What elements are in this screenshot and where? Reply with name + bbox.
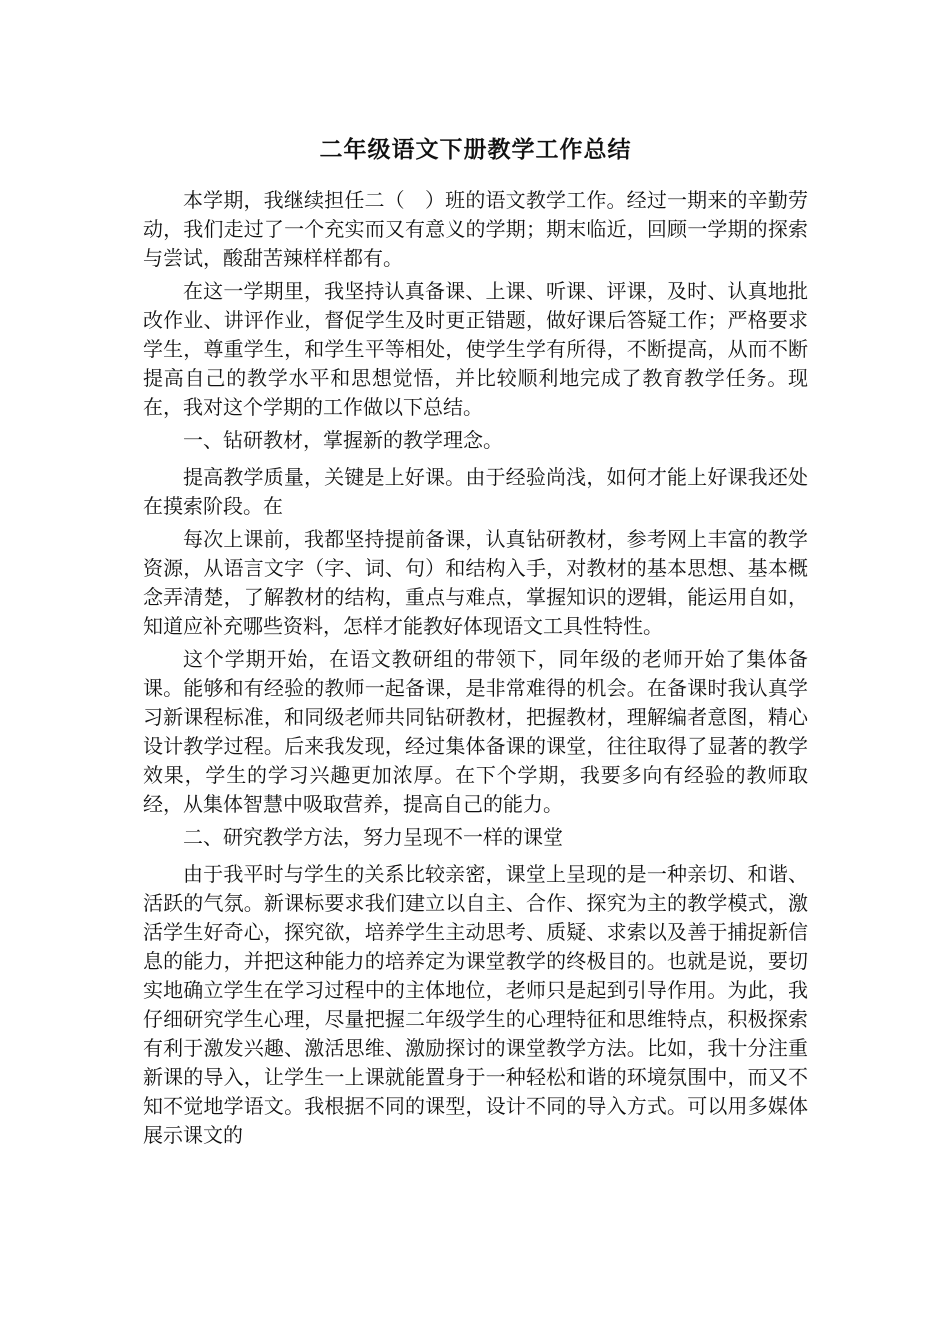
document-page (143, 128, 808, 1154)
paragraph-overview: 在这一学期里，我坚持认真备课、上课、听课、评课，及时、认真地批改作业、讲评作业，督促学生及时更正错题，做好课后答疑工作；严格要求学生，尊重学生，和学生平等相处，使学生学有所得，不断提高，从而不断提高自己的教学水平和思想觉悟，并比较顺利地完成了教育教学任务。现在，我对这个学期的工作做以下总结。 (143, 279, 808, 419)
paragraph-group-prep: 这个学期开始，在语文教研组的带领下，同年级的老师开始了集体备课。能够和有经验的教师一起备课，是非常难得的机会。在备课时我认真学习新课程标准，和同级老师共同钻研教材，把握教材，理解编者意图，精心设计教学过程。后来我发现，经过集体备课的课堂，往往取得了显著的教学效果，学生的学习兴趣更加浓厚。在下个学期，我要多向有经验的教师取经，从集体智慧中吸取营养，提高自己的能力。 (143, 647, 808, 816)
section-heading-1: 一、钻研教材，掌握新的教学理念。 (183, 428, 503, 452)
section-heading-2: 二、研究教学方法，努力呈现不一样的课堂 (183, 825, 563, 849)
paragraph-lesson-prep: 每次上课前，我都坚持提前备课，认真钻研教材，参考网上丰富的教学资源，从语言文字（字、词、句）和结构入手，对教材的基本思想、基本概念弄清楚，了解教材的结构，重点与难点，掌握知识的逻辑，能运用自如，知道应补充哪些资料，怎样才能教好体现语文工具性特性。 (143, 527, 808, 638)
document-title: 二年级语文下册教学工作总结 (319, 136, 632, 163)
paragraph-intro: 本学期，我继续担任二（ ）班的语文教学工作。经过一期来的辛勤劳动，我们走过了一个充实而又有意义的学期；期末临近，回顾一学期的探索与尝试，酸甜苦辣样样都有。 (143, 188, 808, 270)
paragraph-teaching-methods: 由于我平时与学生的关系比较亲密，课堂上呈现的是一种亲切、和谐、活跃的气氛。新课标要求我们建立以自主、合作、探究为主的教学模式，激活学生好奇心，探究欲，培养学生主动思考、质疑、求索以及善于捕捉新信息的能力，并把这种能力的培养定为课堂教学的终极目的。也就是说，要切实地确立学生在学习过程中的主体地位，老师只是起到引导作用。为此，我仔细研究学生心理，尽量把握二年级学生的心理特征和思维特点，积极探索有利于激发兴趣、激活思维、激励探讨的课堂教学方法。比如，我十分注重新课的导入，让学生一上课就能置身于一种轻松和谐的环境氛围中，而又不知不觉地学语文。我根据不同的课型，设计不同的导入方式。可以用多媒体展示课文的 (143, 862, 808, 1147)
paragraph-teaching-quality: 提高教学质量，关键是上好课。由于经验尚浅，如何才能上好课我还处在摸索阶段。在 (143, 465, 808, 518)
